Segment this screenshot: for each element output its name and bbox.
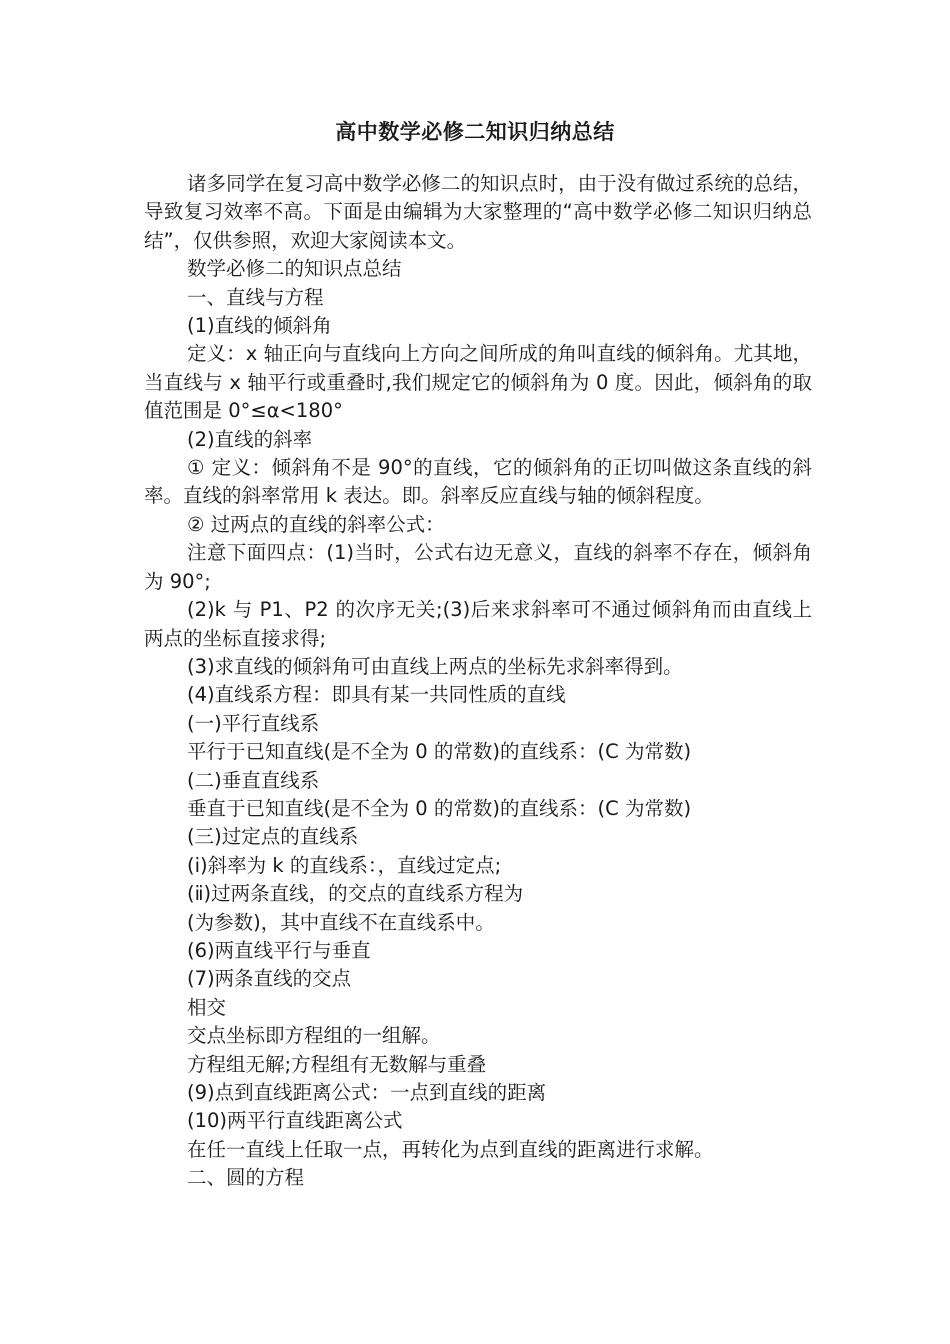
subsection-heading: (6)两直线平行与垂直 [187,938,371,962]
paragraph: 平行于已知直线(是不全为 0 的常数)的直线系：(C 为常数) [187,740,692,764]
subsection-heading: (4)直线系方程：即具有某一共同性质的直线 [187,683,566,707]
document-title: 高中数学必修二知识归纳总结 [335,120,615,144]
paragraph: ① 定义：倾斜角不是 90°的直线，它的倾斜角的正切叫做这条直线的斜率。直线的斜率常用 k 表达。即。斜率反应直线与轴的倾斜程度。 [144,456,812,508]
paragraph: 在任一直线上任取一点，再转化为点到直线的距离进行求解。 [187,1137,714,1161]
subsection-heading: (2)直线的斜率 [187,427,313,451]
subsection-heading: (7)两条直线的交点 [187,967,352,991]
paragraph: (一)平行直线系 [187,711,320,735]
paragraph: (三)过定点的直线系 [187,825,359,849]
paragraph: (ⅰ)斜率为 k 的直线系：，直线过定点; [187,853,502,877]
paragraph: 方程组无解;方程组有无数解与重叠 [187,1052,487,1076]
paragraph: 垂直于已知直线(是不全为 0 的常数)的直线系：(C 为常数) [187,796,692,820]
paragraph: (3)求直线的倾斜角可由直线上两点的坐标先求斜率得到。 [187,654,683,678]
paragraph: (二)垂直直线系 [187,768,320,792]
paragraph: (2)k 与 P1、P2 的次序无关;(3)后来求斜率可不通过倾斜角而由直线上两点的坐标直接求得; [144,598,812,650]
paragraph: 诸多同学在复习高中数学必修二的知识点时，由于没有做过系统的总结，导致复习效率不高。下面是由编辑为大家整理的“高中数学必修二知识归纳总结”，仅供参照，欢迎大家阅读本文。 [144,172,812,252]
paragraph: 相交 [187,995,227,1019]
subsection-heading: (9)点到直线距离公式：一点到直线的距离 [187,1081,547,1104]
subsection-heading: (10)两平行直线距离公式 [187,1109,403,1133]
paragraph: (ⅱ)过两条直线，的交点的直线系方程为 [187,882,524,906]
paragraph: 交点坐标即方程组的一组解。 [187,1024,441,1048]
paragraph: 注意下面四点：(1)当时，公式右边无意义，直线的斜率不存在，倾斜角为 90°; [144,541,812,593]
paragraph: ② 过两点的直线的斜率公式： [187,512,445,536]
subsection-heading: (1)直线的倾斜角 [187,314,332,338]
section-heading: 二、圆的方程 [187,1166,305,1190]
paragraph: 定义：x 轴正向与直线向上方向之间所成的角叫直线的倾斜角。尤其地，当直线与 x 轴平行或重叠时,我们规定它的倾斜角为 0 度。因此，倾斜角的取值范围是 0°≤α<180° [144,342,812,423]
paragraph: 数学必修二的知识点总结 [187,257,402,281]
section-heading: 一、直线与方程 [187,285,324,309]
document-body [144,170,812,1193]
paragraph: (为参数)，其中直线不在直线系中。 [187,910,495,934]
